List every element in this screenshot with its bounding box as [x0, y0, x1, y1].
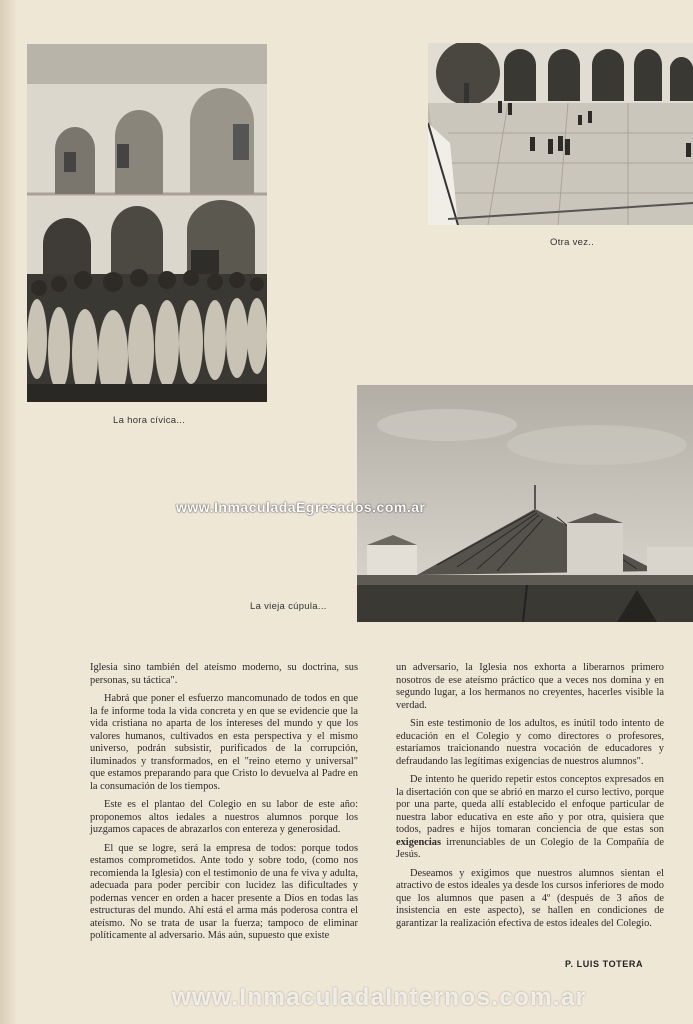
caption-otra-vez: Otra vez..	[550, 237, 595, 248]
right-paragraph-3-end: irrenunciables de un Colegio de la Compañía de Jesús.	[396, 836, 664, 860]
caption-vieja-cupula: La vieja cúpula...	[250, 601, 327, 612]
left-paragraph-1: Iglesia sino también del ateísmo moderno, su doctrina, sus personas, su táctica".	[90, 662, 358, 686]
left-paragraph-3: Este es el plantao del Colegio en su labor de este año: proponemos altos iedales a nuestros alumnos porque los juzgamos capaces de abrazarlos con entereza y generosidad.	[90, 799, 358, 835]
watermark-egresados: www.InmaculadaEgresados.com.ar	[176, 499, 426, 515]
page-binding-edge	[0, 0, 16, 1024]
right-paragraph-1: un adversario, la Iglesia nos exhorta a liberarnos primero nosotros de ese ateísmo práctico que a veces nos domina y en segundo lugar, a los hermanos no creyentes, hacerles visible la verdad.	[396, 662, 664, 711]
left-paragraph-4: El que se logre, será la empresa de todos: porque todos estamos comprometidos. Ante todo y sobre todo, (como nos recomienda la Iglesia) con el testimonio de una fe viva y adulta, adecuada para poder percibir con lucidez las dificultades y podernas vencer en orden a hacer presente a Dios en todas las estructuras del mundo. Ahí está el arma más poderosa contra el ateísmo. No se trata de usar la fuerza; tampoco de eliminar políticamente al adversario. Más aún, supuesto que existe	[90, 842, 358, 941]
article-right-column	[396, 662, 664, 936]
caption-hora-civica: La hora cívica...	[113, 415, 186, 426]
emphasis-exigencias: exigencias	[396, 836, 442, 848]
watermark-internos: www.InmaculadaInternos.com.ar	[172, 984, 587, 1011]
author-signature: P. LUIS TOTERA	[565, 959, 644, 969]
right-paragraph-3	[396, 774, 664, 862]
left-paragraph-2: Habrá que poner el esfuerzo mancomunado de todos en que la fe informe toda la vida concreta y en que se evidencie que la vida cristiana no aparta de los intereses del mundo y que los valores humanos, cultivados en esta perspectiva y el mismo universo, podrán subsistir, purificados de la corrupción, iluminados y transformados, en el "reino eterno y universal" que estamos preparando para que Cristo lo devuelva al Padre en la consumación de los tiempos.	[90, 693, 358, 792]
right-paragraph-4: Deseamos y exigimos que nuestros alumnos sientan el atractivo de estos ideales ya desde los cursos inferiores de modo que los alumnos que pasen a 4º (después de 3 años de insistencia en este aspecto), se hallen en condiciones de garantizar la realización efectiva de estos ideales del Colegio.	[396, 867, 664, 929]
photo-hora-civica	[27, 44, 267, 402]
photo-otra-vez	[428, 43, 693, 225]
article-left-column	[90, 662, 358, 949]
right-paragraph-3-text: De intento he querido repetir estos conceptos expresados en la disertación con que se abrió en marzo el curso lectivo, porque por una parte, queda allí establecido el enfoque particular de nuestra labor educativa en este año y por otra, quisiera que todos, padres e hijos tomaran conciencia de que estas son	[396, 774, 664, 835]
right-paragraph-2: Sin este testimonio de los adultos, es inútil todo intento de educación en el Colegio y como directores o profesores, estaríamos traicionando nuestra vocación de educadores y defraudando las legítimas exigencias de nuestros alumnos".	[396, 718, 664, 767]
